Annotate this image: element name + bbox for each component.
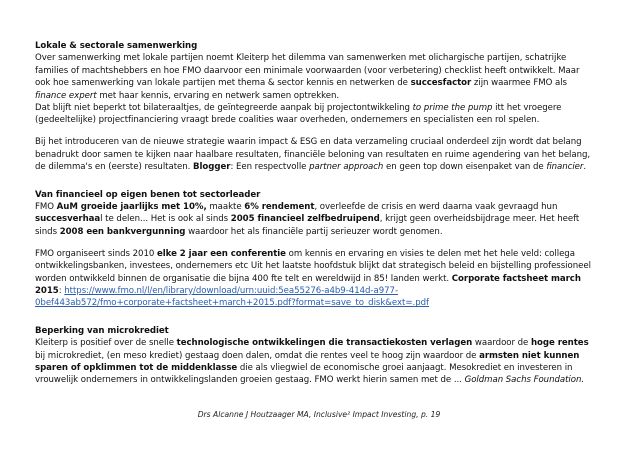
- paragraph-new-strategy: Bij het introduceren van de nieuwe strategie waarin impact & ESG en data verzameling cruciaal onderdeel zijn wordt dat belang benadrukt door samen te kijken naar haalbare resultaten, financiële beloning van resultaten en ruime agendering van het belang, de dilemma's en (eerste) resultaten. Blogger: Een respectvolle partner approach en geen top down eisenpaket van de financier.: [35, 137, 591, 173]
- paragraph-conference: FMO organiseert sinds 2010 elke 2 jaar een conferentie om kennis en ervaring en visies te delen met het hele veld: collega ontwikkelingsbanken, investees, ondernemers etc Uit het laatste hoofdstuk blijkt dat strategisch beleid en bijstelling professioneel worden ontwikkeld binnen de organisatie die bijna 400 fte telt en wereldwijd in 85! landen werkt. Corporate factsheet march 2015: https://www.fmo.nl/l/en/library/download/urn:uuid:5ea55276-a4b9-414d-a977-0bef443ab572/fmo+corporate+factsheet+march+2015.pdf?format=save_to_disk&ext=.pdf: [35, 248, 591, 309]
- page-footer: Drs Alcanne J Houtzaager MA, Inclusive² Impact Investing, p. 19: [197, 410, 441, 419]
- paragraph-microcredit: Kleiterp is positief over de snelle technologische ontwikkelingen die transactiekosten verlagen waardoor de hoge rentes bij microkrediet, (en meso krediet) gestaag doen dalen, omdat die rentes veel te hoog zijn waardoor de armsten niet kunnen sparen of opklimmen tot de middenklasse die als vliegwiel de economische groei aanjaagt. Mesokrediet en investeren in vrouwelijk ondernemers in ontwikkelingslanden groeien gestaag. FMO werkt hierin samen met de ... Goldman Sachs Foundation.: [35, 338, 589, 386]
- paragraph-local-partners: Over samenwerking met lokale partijen noemt Kleiterp het dilemma van samenwerken met olichargische partijen, schatrijke families of machtshebbers en hoe FMO daarvoor een minimale voorwaarden (voor verbetering) checklist heeft ontwikkelt. Maar ook hoe samenwerking van lokale partijen met thema & sector kennis en netwerken de succesfactor zijn waarmee FMO als finance expert met haar kennis, ervaring en netwerk samen optrekken. Dat blijft niet beperkt tot bilateraaltjes, de geïntegreerde aanpak bij projectontwikkeling to prime the pump itt het vroegere (gedeeltelijke) projectfinanciering vraagt brede coalities waar overheden, ondernemers en specialisten een rol spelen.: [35, 53, 580, 126]
- factsheet-link[interactable]: https://www.fmo.nl/l/en/library/download/urn:uuid:5ea55276-a4b9-414d-a977-0bef443ab572/fmo+corporate+factsheet+march+2015.pdf?format=save_to_disk&ext=.pdf: [35, 285, 429, 309]
- section-heading-local-sectoral: Lokale & sectorale samenwerking: [35, 41, 198, 51]
- section-heading-sectorleader: Van financieel op eigen benen tot sectorleader: [35, 189, 261, 200]
- document-body: [35, 40, 595, 387]
- paragraph-fmo-growth: FMO AuM groeide jaarlijks met 10%, maakte 6% rendement, overleefde de crisis en werd daarna vaak gevraagd hun succesverhaal te delen... Het is ook al sinds 2005 financieel zelfbedruipend, krijgt geen overheidsbijdrage meer. Het heeft sinds 2008 een bankvergunning waardoor het als financiële partij serieuzer wordt genomen.: [35, 201, 580, 237]
- section-heading-microcredit: Beperking van microkrediet: [35, 325, 169, 336]
